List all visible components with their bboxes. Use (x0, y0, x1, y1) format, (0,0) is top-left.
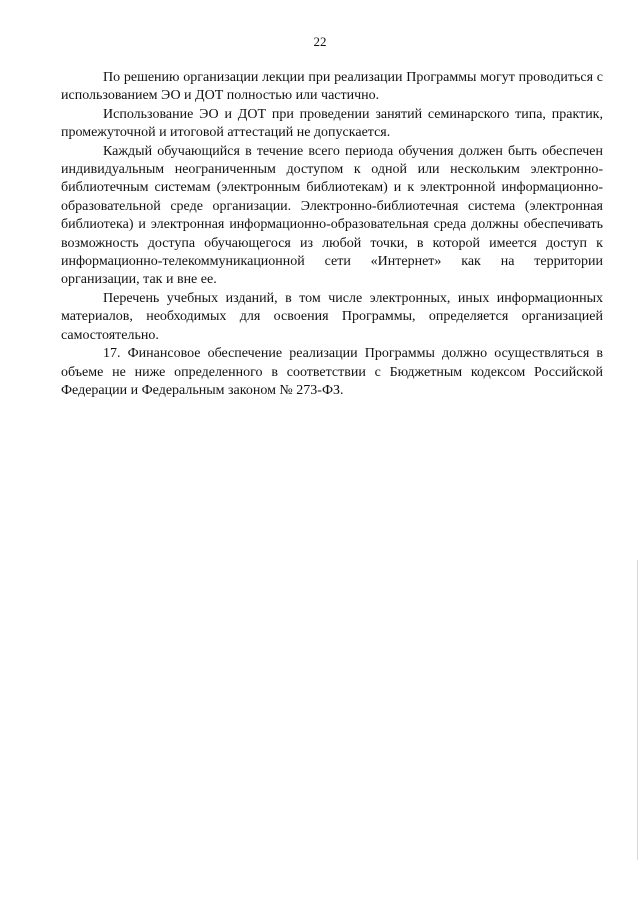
page-number: 22 (313, 34, 327, 49)
paragraph-educational-materials: Перечень учебных изданий, в том числе электронных, иных информационных материалов, необходимых для освоения Программы, определяется организацией самостоятельно. (61, 290, 603, 343)
paragraph-seminars-restriction: Использование ЭО и ДОТ при проведении занятий семинарского типа, практик, промежуточной и итоговой аттестаций не допускается. (61, 106, 603, 141)
paragraph-lectures-distance: По решению организации лекции при реализации Программы могут проводиться с использованием ЭО и ДОТ полностью или частично. (61, 70, 603, 104)
paragraph-financial-support: 17. Финансовое обеспечение реализации Программы должно осуществляться в объеме не ниже определенного в соответствии с Бюджетным кодексом Российской Федерации и Федеральным законом № 273-ФЗ. (61, 346, 603, 398)
scan-edge-mark (637, 560, 638, 860)
paragraph-library-access: Каждый обучающийся в течение всего периода обучения должен быть обеспечен индивидуальным неограниченным доступом к одной или нескольким электронно-библиотечным системам (электронным библиотекам) и к электронной информационно-образовательной среде организации. Электронно-библиотечная система (электронная библиотека) и электронная информационно-образовательная среда должны обеспечивать возможность доступа обучающегося из любой точки, в которой имеется доступ к информационно-телекоммуникационной сети «Интернет» как на территории организации, так и вне ее. (61, 143, 603, 288)
document-body (61, 69, 603, 400)
